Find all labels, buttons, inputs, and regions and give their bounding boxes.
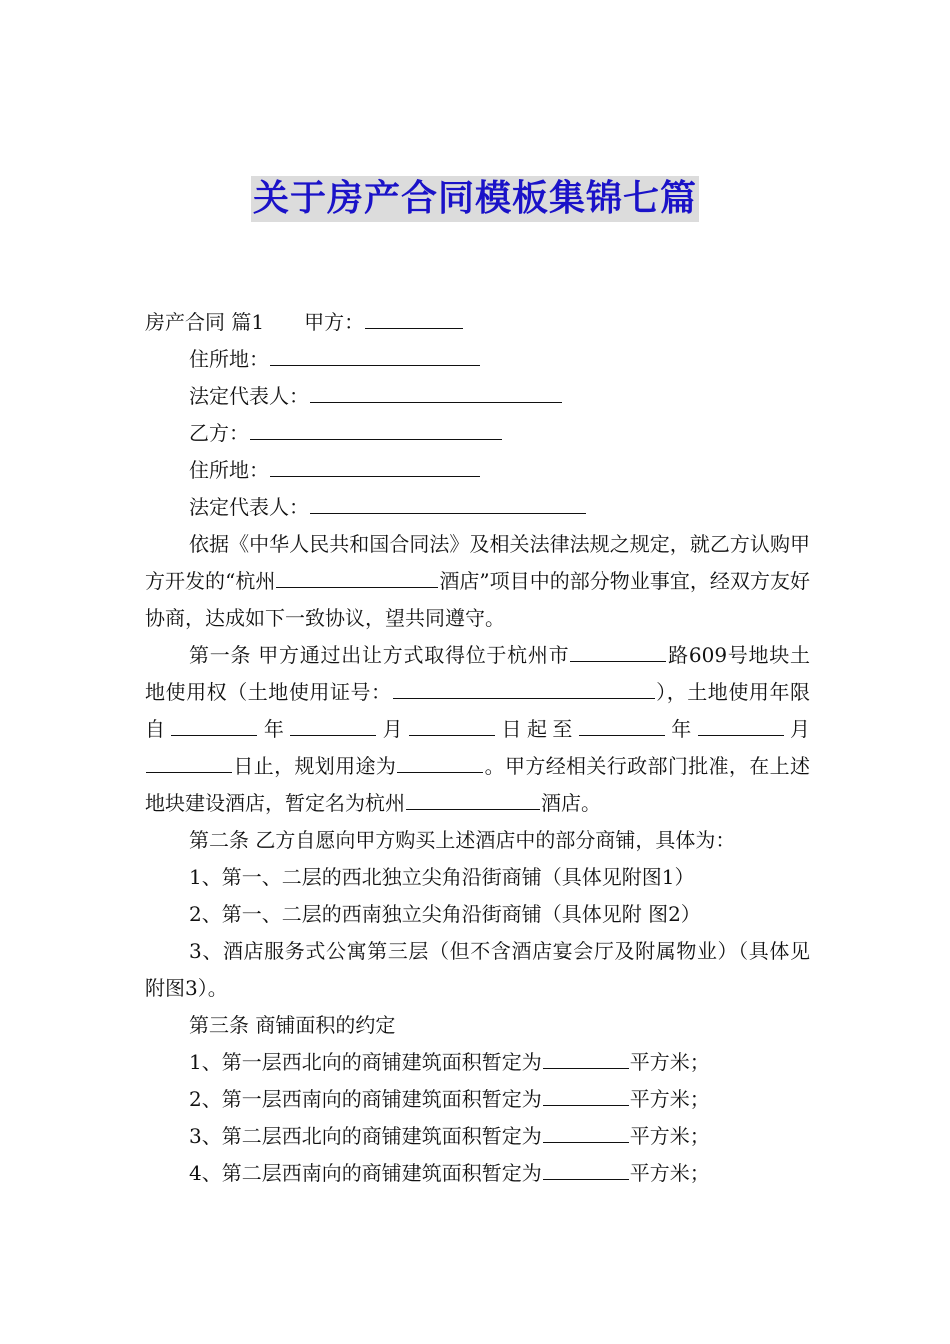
article2-item-1-text: 1、第一、二层的西北独立尖角沿街商铺（具体见附图1） (189, 865, 695, 889)
party-a-rep-label: 法定代表人： (189, 384, 309, 408)
area-item-text: 2、第一层西南向的商铺建筑面积暂定为 (189, 1087, 542, 1111)
party-b-rep-blank (310, 489, 586, 514)
land-use-blank (397, 748, 483, 773)
road-blank (570, 637, 666, 662)
area-blank (543, 1081, 629, 1106)
area-blank (543, 1155, 629, 1180)
title-wrap (0, 176, 950, 222)
party-b-rep-label: 法定代表人： (189, 495, 309, 519)
start-month-blank (290, 711, 376, 736)
party-b-address-label: 住所地： (189, 458, 269, 482)
article2-item-2 (145, 896, 810, 933)
article1-text-7: 年 (665, 717, 697, 741)
party-b-rep-line (145, 489, 810, 526)
heading-line (145, 304, 810, 341)
party-a-rep-line (145, 378, 810, 415)
hotel-name-blank (276, 563, 438, 588)
party-a-address-blank (270, 341, 480, 366)
article1-text-10: 。甲方经相关行政部门批准，在上述地块建设酒店，暂定名为杭州 (145, 754, 811, 815)
area-unit: 平方米； (629, 1050, 710, 1074)
area-item-text: 3、第二层西北向的商铺建筑面积暂定为 (189, 1124, 542, 1148)
intro-text-2: 酒店”项目中的部分物业事宜，经双方友好协商，达成如下一致协议，望共同遵守。 (145, 569, 810, 630)
party-b-address-blank (270, 452, 480, 477)
intro-text-1: 依据《中华人民共和国合同法》及相关法律法规之规定，就乙方认购甲方开发的“杭州 (145, 532, 810, 593)
end-year-blank (579, 711, 665, 736)
party-a-label: 甲方： (304, 310, 365, 334)
party-b-address-line (145, 452, 810, 489)
area-unit: 平方米； (629, 1087, 710, 1111)
article1-text-9: 日止，规划用途为 (233, 754, 397, 778)
party-a-rep-blank (310, 378, 562, 403)
article1-text-3: ），土地使用年限自 (145, 680, 811, 741)
article3-item-4 (145, 1155, 810, 1192)
start-day-blank (409, 711, 495, 736)
intro-paragraph (145, 526, 810, 637)
article1-text-5: 月 (377, 717, 409, 741)
article2-item-3 (145, 933, 810, 1007)
document-title: 关于房产合同模板集锦七篇 (251, 176, 699, 222)
article3-item-1 (145, 1044, 810, 1081)
party-a-address-line (145, 341, 810, 378)
document-body (145, 304, 810, 1192)
area-unit: 平方米； (629, 1124, 710, 1148)
article1-text-4: 年 (258, 717, 290, 741)
article2-item-3-text: 3、酒店服务式公寓第三层（但不含酒店宴会厅及附属物业）（具体见附图3）。 (145, 939, 810, 1000)
area-item-text: 4、第二层西南向的商铺建筑面积暂定为 (189, 1161, 542, 1185)
area-unit: 平方米； (629, 1161, 710, 1185)
article3-item-3 (145, 1118, 810, 1155)
article1-text-6: 日起至 (496, 717, 578, 741)
article2-head-text: 第二条 乙方自愿向甲方购买上述酒店中的部分商铺，具体为： (189, 828, 736, 852)
end-day-blank (146, 748, 232, 773)
section-label: 房产合同 篇1 (145, 310, 265, 334)
land-cert-blank (393, 674, 655, 699)
hotel-name-blank-2 (406, 785, 540, 810)
party-a-blank (365, 304, 463, 329)
start-year-blank (171, 711, 257, 736)
area-blank (543, 1118, 629, 1143)
article1-text-11: 酒店。 (541, 791, 601, 815)
article1-text-2: 路609号地块土地使用权（土地使用证号： (145, 643, 810, 704)
end-month-blank (698, 711, 784, 736)
area-item-text: 1、第一层西北向的商铺建筑面积暂定为 (189, 1050, 542, 1074)
article1-text-8: 月 (784, 717, 811, 741)
area-blank (543, 1044, 629, 1069)
party-b-line (145, 415, 810, 452)
article3-head (145, 1007, 810, 1044)
article1-text-1: 第一条 甲方通过出让方式取得位于杭州市 (189, 643, 570, 667)
article2-item-1 (145, 859, 810, 896)
party-b-blank (250, 415, 502, 440)
party-b-label: 乙方： (189, 421, 249, 445)
article3-item-2 (145, 1081, 810, 1118)
article2-head (145, 822, 810, 859)
party-a-address-label: 住所地： (189, 347, 269, 371)
article3-head-text: 第三条 商铺面积的约定 (189, 1013, 396, 1037)
article2-item-2-text: 2、第一、二层的西南独立尖角沿街商铺（具体见附 图2） (189, 902, 701, 926)
article1-paragraph (145, 637, 810, 822)
